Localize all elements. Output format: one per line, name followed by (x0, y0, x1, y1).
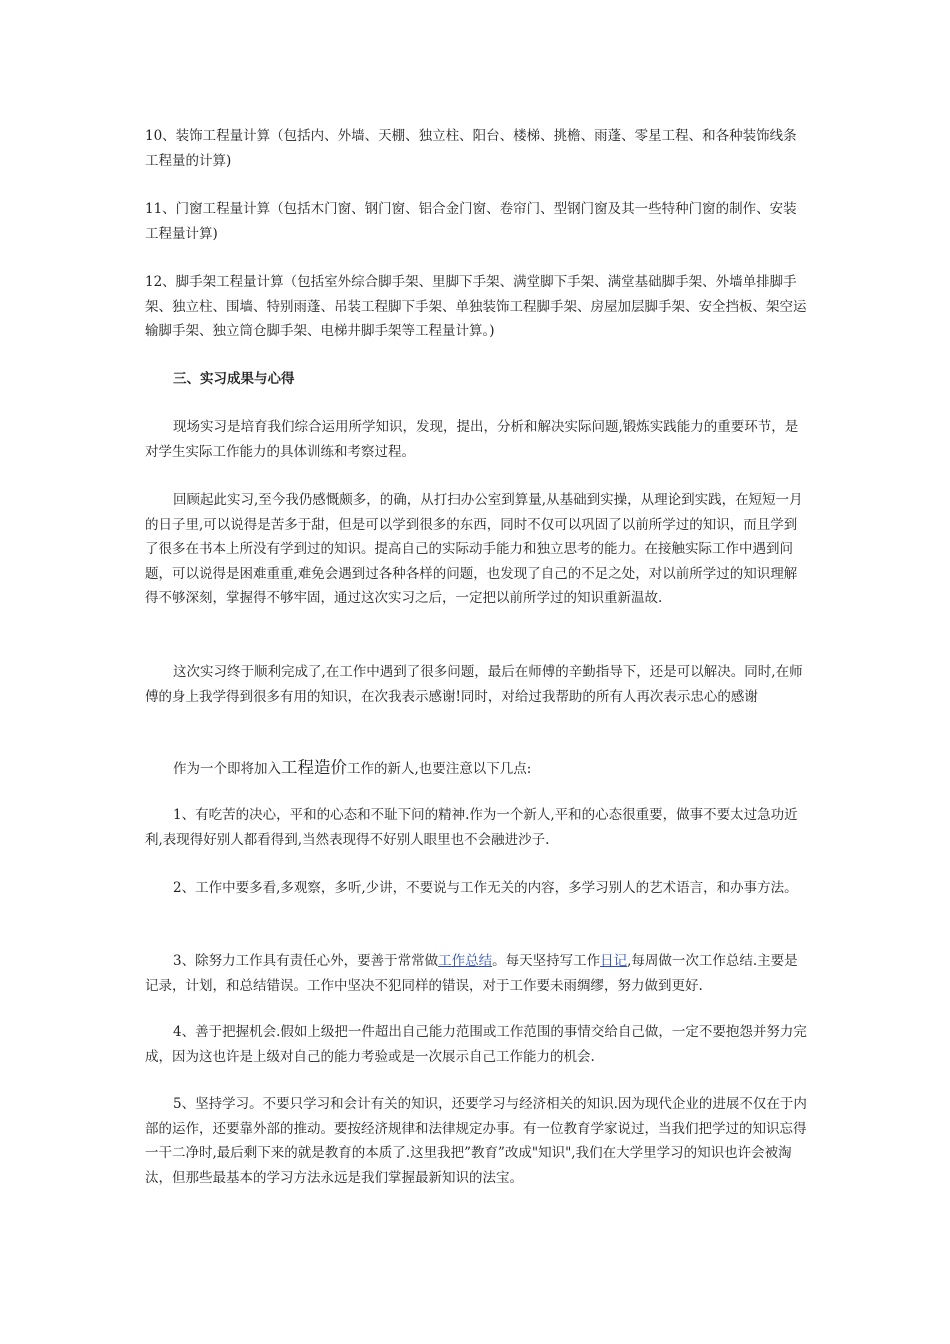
tip-2: 2、工作中要多看,多观察，多听,少讲，不要说与工作无关的内容，多学习别人的艺术语言，和办事方法。 (173, 880, 798, 896)
tip-3-a: 3、除努力工作具有责任心外，要善于常常做 (173, 953, 439, 969)
work-summary-link[interactable]: 工作总结 (438, 953, 493, 969)
p4-keyword: 工程造价 (281, 758, 347, 777)
diary-link[interactable]: 日记 (600, 953, 628, 969)
tip-3-c: ,每周做一次工作总结.主要是记录，计划，和总结错误。工作中坚决不犯同样的错误，对于工作要未雨绸缪，努力做到更好. (145, 953, 798, 994)
p4-post: 工作的新人,也要注意以下几点: (347, 761, 532, 777)
item-11: 11、门窗工程量计算（包括木门窗、钢门窗、铝合金门窗、卷帘门、型钢门窗及其一些特种门窗的制作、安装工程量计算) (145, 201, 797, 242)
tip-3 (145, 949, 810, 998)
paragraph-4 (145, 756, 810, 782)
item-10: 10、装饰工程量计算（包括内、外墙、天棚、独立柱、阳台、楼梯、挑檐、雨蓬、零星工程、和各种装饰线条工程量的计算) (145, 128, 797, 169)
tip-5: 5、坚持学习。不要只学习和会计有关的知识，还要学习与经济相关的知识.因为现代企业的进展不仅在于内部的运作，还要靠外部的推动。要按经济规律和法律规定办事。有一位教育学家说过，当我们把学过的知识忘得一干二净时,最后剩下来的就是教育的本质了.这里我把”教育”改成"知识",我们在大学里学习的知识也许会被淘汰，但那些最基本的学习方法永远是我们掌握最新知识的法宝。 (145, 1096, 807, 1186)
paragraph-2: 回顾起此实习,至今我仍感慨颇多，的确，从打扫办公室到算量,从基础到实操，从理论到实践，在短短一月的日子里,可以说得是苦多于甜，但是可以学到很多的东西，同时不仅可以巩固了以前所学过的知识，而且学到了很多在书本上所没有学到过的知识。提高自己的实际动手能力和独立思考的能力。在接触实际工作中遇到问题，可以说得是困难重重,难免会遇到过各种各样的问题，也发现了自己的不足之处，对以前所学过的知识理解得不够深刻，掌握得不够牢固，通过这次实习之后，一定把以前所学过的知识重新温故. (145, 492, 803, 606)
tip-1: 1、有吃苦的决心，平和的心态和不耻下问的精神.作为一个新人,平和的心态很重要，做事不要太过急功近利,表现得好别人都看得到,当然表现得不好别人眼里也不会融进沙子. (145, 807, 798, 848)
paragraph-3: 这次实习终于顺利完成了,在工作中遇到了很多问题，最后在师傅的辛勤指导下，还是可以解决。同时,在师傅的身上我学得到很多有用的知识，在次我表示感谢!同时，对给过我帮助的所有人再次表示忠心的感谢 (145, 664, 803, 705)
p4-pre: 作为一个即将加入 (173, 761, 281, 777)
item-12: 12、脚手架工程量计算（包括室外综合脚手架、里脚下手架、满堂脚下手架、满堂基础脚手架、外墙单排脚手架、独立柱、围墙、特别雨蓬、吊装工程脚下手架、单独装饰工程脚手架、房屋加层脚手架、安全挡板、架空运输脚手架、独立筒仓脚手架、电梯井脚手架等工程量计算。) (145, 274, 807, 339)
tip-4: 4、善于把握机会.假如上级把一件超出自己能力范围或工作范围的事情交给自己做，一定不要抱怨并努力完成，因为这也许是上级对自己的能力考验或是一次展示自己工作能力的机会. (145, 1024, 807, 1065)
section-heading: 三、实习成果与心得 (173, 371, 295, 387)
tip-3-b: 。每天坚持写工作 (492, 953, 601, 969)
paragraph-1: 现场实习是培育我们综合运用所学知识，发现，提出，分析和解决实际问题,锻炼实践能力的重要环节，是对学生实际工作能力的具体训练和考察过程。 (145, 419, 799, 460)
